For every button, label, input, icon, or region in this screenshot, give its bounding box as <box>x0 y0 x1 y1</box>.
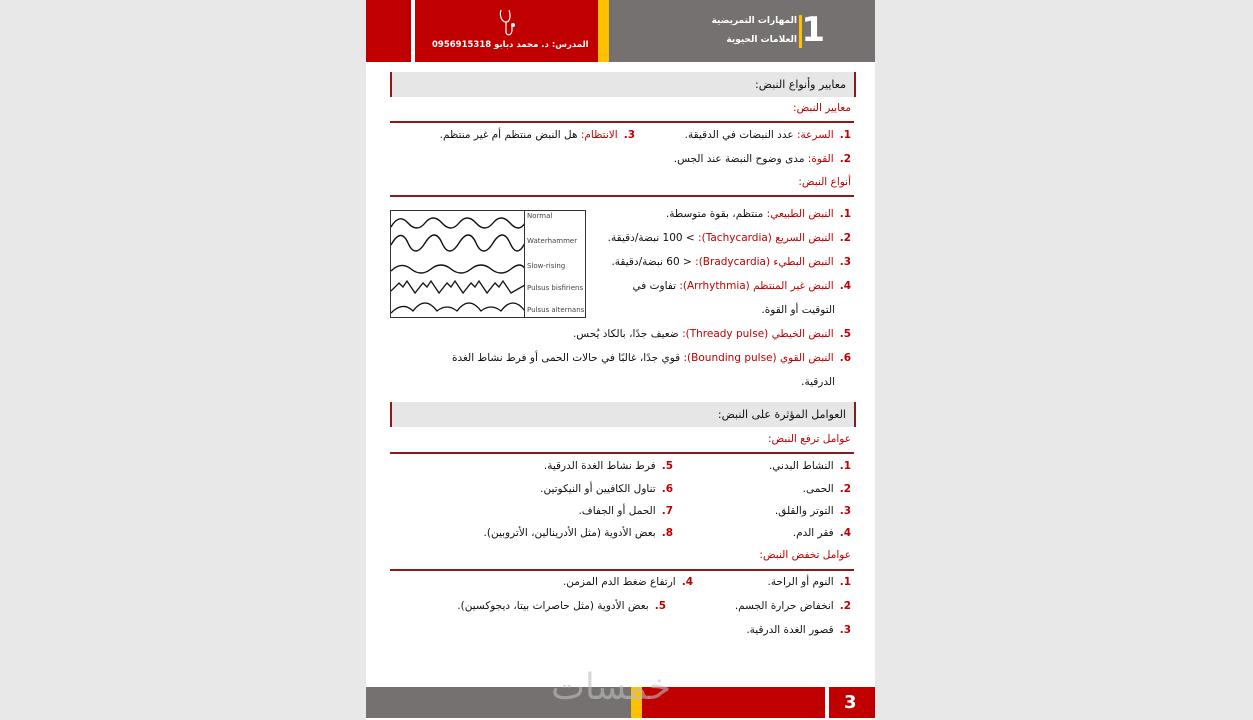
list-item: 7.الحمل أو الجفاف. <box>578 505 673 517</box>
list-item: 1.النوم أو الراحة. <box>767 576 851 588</box>
list-item: 8.بعض الأدوية (مثل الأدرينالين، الأتروبين). <box>483 527 673 539</box>
list-item: 5.فرط نشاط الغدة الدرقية. <box>543 460 673 472</box>
figure-label: Waterhammer <box>527 237 578 245</box>
section-heading: معايير وأنواع النبض: <box>390 72 856 97</box>
teacher-info: المدرس: د. محمد دبابو 0956915318 <box>432 40 589 50</box>
page-number: 3 <box>844 692 857 713</box>
list-item: 3.النبض البطيء (Bradycardia): < 60 نبضة/دقيقة. <box>611 256 851 268</box>
list-item: 3.قصور الغدة الدرقية. <box>746 624 851 636</box>
raise-heading: عوامل ترفع النبض: <box>767 433 851 445</box>
pulse-waveform-figure <box>390 210 586 318</box>
criteria-heading: معايير النبض: <box>793 102 851 114</box>
page-footer <box>366 667 875 720</box>
watermark: خمسات <box>551 667 672 708</box>
section-heading: العوامل المؤثرة على النبض: <box>390 402 856 427</box>
list-item: 3.التوتر والقلق. <box>774 505 851 517</box>
course-title: المهارات التمريضية <box>711 16 797 26</box>
figure-label: Pulsus alternans <box>527 306 585 314</box>
types-heading: أنواع النبض: <box>798 176 851 188</box>
page-header <box>366 0 875 62</box>
list-item-continued: الدرقية. <box>801 376 835 388</box>
figure-label: Slow-rising <box>527 262 566 270</box>
list-item: 5.بعض الأدوية (مثل حاصرات بيتا، ديجوكسين). <box>457 600 666 612</box>
list-item: 2.الحمى. <box>802 483 851 495</box>
list-item: 2.النبض السريع (Tachycardia): > 100 نبضة/دقيقة. <box>607 232 851 244</box>
list-item: 2.القوة: مدى وضوح النبضة عند الجس. <box>673 153 851 165</box>
list-item: 2.انخفاض حرارة الجسم. <box>734 600 851 612</box>
stethoscope-icon <box>496 8 520 38</box>
list-item-continued: التوقيت أو القوة. <box>761 304 835 316</box>
list-item: 6.النبض القوي (Bounding pulse): قوي جدًا، غالبًا في حالات الحمى أو فرط نشاط الغدة <box>451 352 851 364</box>
list-item: 1.النبض الطبيعي: منتظم، بقوة متوسطة. <box>665 208 851 220</box>
list-item: 5.النبض الخيطي (Thready pulse): ضعيف جدًا، بالكاد يُحس. <box>572 328 851 340</box>
list-item: 4.ارتفاع ضغط الدم المزمن. <box>562 576 693 588</box>
list-item: 4.النبض غير المنتظم (Arrhythmia): تفاوت في <box>632 280 851 292</box>
topic-title: العلامات الحيوية <box>726 35 797 45</box>
list-item: 6.تناول الكافيين أو النيكوتين. <box>540 483 673 495</box>
list-item: 3.الانتظام: هل النبض منتظم أم غير منتظم. <box>439 129 635 141</box>
lower-heading: عوامل تخفض النبض: <box>759 549 851 561</box>
list-item: 1.النشاط البدني. <box>768 460 851 472</box>
chapter-number: 1 <box>801 10 825 50</box>
list-item: 1.السرعة: عدد النبضات في الدقيقة. <box>684 129 851 141</box>
figure-label: Normal <box>527 212 553 220</box>
document-page <box>366 0 875 720</box>
list-item: 4.فقر الدم. <box>792 527 851 539</box>
figure-label: Pulsus bisfiriens <box>527 284 584 292</box>
